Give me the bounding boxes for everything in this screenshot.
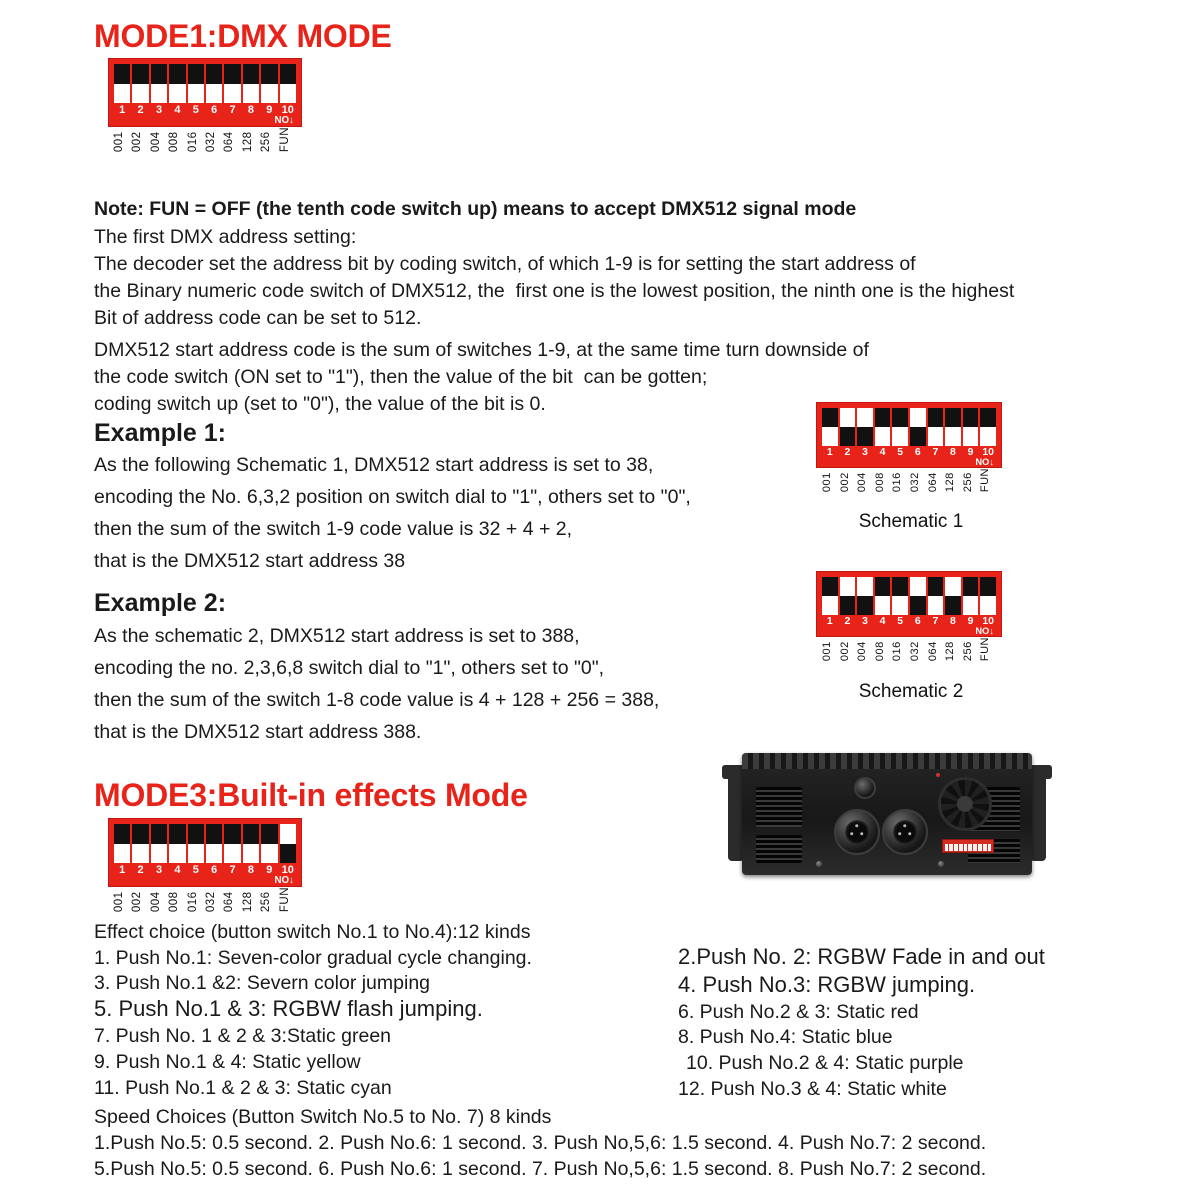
dip-cell-6[interactable] — [909, 407, 927, 447]
dip-knob[interactable] — [224, 64, 240, 84]
dip-value-label: 256 — [260, 891, 273, 913]
dip-value-label: 001 — [113, 891, 125, 913]
effect-left-0: 1. Push No.1: Seven-color gradual cycle changing. — [94, 947, 532, 969]
dip-cell-8[interactable] — [944, 576, 962, 616]
mode3-heading: MODE3:Built-in effects Mode — [94, 777, 528, 813]
dip-cell-3[interactable] — [150, 823, 168, 864]
dip-body — [816, 571, 1002, 637]
heatsink-fins — [742, 753, 1032, 769]
dip-knob[interactable] — [243, 824, 259, 844]
dip-value-label: 008 — [168, 891, 181, 913]
dip-number: 3 — [862, 446, 868, 458]
dip-value-label: FUN — [278, 127, 291, 153]
dip-value-label: 002 — [838, 641, 851, 662]
dip-number: 4 — [174, 104, 181, 117]
example2-heading-text: Example 2 — [94, 589, 218, 617]
xlr-female-insert — [893, 820, 917, 844]
dip-cell-7[interactable] — [223, 63, 241, 104]
dip-cells — [821, 576, 997, 616]
effect-right-3: 8. Push No.4: Static blue — [678, 1026, 893, 1048]
schematic2-caption: Schematic 2 — [858, 681, 964, 702]
dip-knob[interactable] — [132, 64, 148, 84]
example1-line-1: encoding the No. 6,3,2 position on switch dial to "1", others set to "0", — [94, 486, 691, 508]
mode1-heading: MODE1:DMX MODE — [94, 18, 392, 54]
dip-cell-1[interactable] — [113, 823, 131, 864]
effect-right-5: 12. Push No.3 & 4: Static white — [678, 1078, 947, 1100]
dip-value-label: 004 — [149, 891, 162, 913]
dip-cell-6[interactable] — [205, 63, 223, 104]
dip-number: 3 — [862, 615, 868, 627]
dip-cell-7[interactable] — [223, 823, 241, 864]
dip-value-labels — [816, 637, 1002, 661]
dip-on-label: NO↓ — [975, 626, 994, 637]
effect-right-1: 4. Push No.3: RGBW jumping. — [678, 972, 976, 997]
dip-cell-2[interactable] — [839, 576, 857, 616]
dip-number: 8 — [950, 615, 956, 627]
mode1-line-2: the Binary numeric code switch of DMX512, the first one is the lowest position, the ninth one is the highest — [94, 280, 1015, 302]
dip-on-label: NO↓ — [274, 875, 294, 887]
dip-knob[interactable] — [206, 824, 222, 844]
xlr-connector-male — [834, 809, 880, 855]
xlr-male-insert — [845, 820, 869, 844]
dip-cell-9[interactable] — [260, 823, 278, 864]
dip-cell-3[interactable] — [856, 407, 874, 447]
dip-number: 6 — [914, 446, 921, 458]
dip-number: 4 — [174, 864, 181, 877]
dip-cell-2[interactable] — [839, 407, 857, 447]
dip-cell-8[interactable] — [944, 407, 962, 447]
dip-number: 9 — [266, 864, 273, 877]
dip-knob[interactable] — [188, 824, 204, 844]
dip-value-label: 064 — [926, 641, 939, 662]
dip-value-label: 128 — [241, 131, 254, 153]
dip-cell-8[interactable] — [242, 63, 260, 104]
example1-line-2: then the sum of the switch 1-9 code value is 32 + 4 + 2, — [94, 518, 573, 540]
dip-value-label: 002 — [838, 472, 851, 493]
example2-heading-suffix: : — [217, 589, 227, 617]
dip-cell-1[interactable] — [821, 407, 839, 447]
dip-value-label: 002 — [131, 891, 144, 913]
dip-knob[interactable] — [945, 596, 961, 615]
dip-cell-10[interactable] — [279, 823, 297, 864]
mode1-line-0: The first DMX address setting: — [94, 226, 357, 248]
dip-number: 4 — [879, 615, 886, 627]
dip-cell-8[interactable] — [242, 823, 260, 864]
effect-right-0: 2.Push No. 2: RGBW Fade in and out — [678, 944, 1045, 969]
dip-cell-5[interactable] — [891, 407, 909, 447]
dip-value-label: 008 — [873, 641, 886, 662]
effect-right-2: 6. Push No.2 & 3: Static red — [678, 1001, 919, 1023]
dip-value-label: 128 — [944, 641, 957, 662]
dip-cell-1[interactable] — [113, 63, 131, 104]
dip-value-label: 008 — [168, 131, 181, 153]
dip-knob[interactable] — [132, 824, 148, 844]
dip-on-label: NO↓ — [975, 457, 994, 468]
dip-knob[interactable] — [892, 408, 908, 427]
effect-left-3: 7. Push No. 1 & 2 & 3:Static green — [94, 1025, 392, 1047]
dip-number: 9 — [967, 615, 974, 627]
dip-switch-mode3 — [108, 818, 302, 912]
dip-value-label: FUN — [979, 468, 992, 493]
effect-right-4: 10. Push No.2 & 4: Static purple — [686, 1052, 964, 1074]
dip-number: 7 — [932, 615, 939, 627]
effect-choice-intro: Effect choice (button switch No.1 to No.4):12 kinds — [94, 921, 531, 943]
dip-cell-5[interactable] — [891, 576, 909, 616]
dip-knob[interactable] — [224, 824, 240, 844]
dip-knob[interactable] — [875, 408, 891, 427]
effect-left-5: 11. Push No.1 & 2 & 3: Static cyan — [94, 1077, 392, 1099]
dip-value-label: 016 — [891, 472, 904, 493]
dip-cell-10[interactable] — [979, 576, 997, 616]
dip-number: 2 — [137, 104, 144, 117]
dip-cell-3[interactable] — [150, 63, 168, 104]
mode1-note: Note: FUN = OFF (the tenth code switch up) means to accept DMX512 signal mode — [94, 198, 857, 220]
dip-value-label: 016 — [186, 891, 199, 913]
dip-cell-5[interactable] — [187, 63, 205, 104]
dip-cell-10[interactable] — [279, 63, 297, 104]
dip-cell-6[interactable] — [909, 576, 927, 616]
dip-number: 1 — [826, 446, 833, 458]
dip-cell-9[interactable] — [260, 63, 278, 104]
dip-knob[interactable] — [980, 408, 996, 427]
dip-knob[interactable] — [169, 64, 185, 84]
dip-knob[interactable] — [928, 577, 944, 596]
dip-number: 9 — [967, 446, 974, 458]
dip-value-label: 032 — [908, 472, 921, 493]
dip-number: 7 — [229, 864, 236, 877]
dip-value-label: 064 — [223, 891, 236, 913]
dip-value-label: 016 — [186, 131, 199, 153]
dip-knob[interactable] — [910, 427, 926, 446]
dip-number: 5 — [192, 864, 199, 877]
dip-value-label: 256 — [961, 641, 974, 662]
dip-switch-mode1 — [108, 58, 302, 152]
dip-value-label: 032 — [204, 891, 217, 913]
dip-knob[interactable] — [840, 596, 856, 615]
dip-switch-schematic2 — [816, 571, 1002, 662]
dip-cell-2[interactable] — [131, 63, 149, 104]
dip-number: 10 — [982, 446, 994, 458]
dip-knob[interactable] — [945, 408, 961, 427]
example2-heading — [94, 589, 226, 618]
dip-cell-3[interactable] — [856, 576, 874, 616]
xlr-connector-female — [882, 809, 928, 855]
dip-body — [816, 402, 1002, 468]
dip-cell-4[interactable] — [168, 63, 186, 104]
dip-value-label: 016 — [891, 641, 904, 662]
dip-number: 2 — [844, 446, 851, 458]
dip-number: 5 — [897, 446, 904, 458]
dip-cell-4[interactable] — [874, 576, 892, 616]
example2-line-3: that is the DMX512 start address 388. — [94, 721, 422, 743]
dip-cell-9[interactable] — [962, 407, 980, 447]
decoder-chassis — [742, 753, 1032, 875]
dip-body — [108, 818, 302, 887]
dip-value-label: 128 — [241, 891, 254, 913]
dip-body — [108, 58, 302, 127]
dip-numbers — [821, 447, 997, 458]
dip-knob[interactable] — [206, 64, 222, 84]
dip-value-label: 064 — [223, 131, 236, 153]
side-panel-right — [1030, 775, 1046, 861]
fan-hub — [957, 796, 973, 812]
dip-number: 10 — [281, 104, 294, 117]
dip-number: 8 — [950, 446, 956, 458]
dip-knob[interactable] — [114, 64, 130, 84]
dip-number: 3 — [155, 104, 163, 117]
mode1-line-5: the code switch (ON set to "1"), then the value of the bit can be gotten; — [94, 366, 708, 388]
dip-knob[interactable] — [910, 596, 926, 615]
dip-cell-2[interactable] — [131, 823, 149, 864]
dmx-decoder-photo — [722, 735, 1052, 895]
dip-knob[interactable] — [963, 408, 979, 427]
dip-value-label: 001 — [821, 472, 833, 493]
dip-knob[interactable] — [280, 64, 296, 84]
dip-number: 1 — [826, 615, 833, 627]
dip-number: 5 — [897, 615, 904, 627]
dip-number: 4 — [879, 446, 886, 458]
dip-cell-4[interactable] — [168, 823, 186, 864]
dip-value-label: 004 — [149, 131, 162, 153]
xlr-pin — [898, 832, 901, 835]
power-led — [936, 773, 940, 777]
dip-cell-7[interactable] — [927, 407, 945, 447]
dip-value-label: 001 — [113, 131, 125, 153]
onboard-dip-switch — [942, 839, 994, 853]
chassis-screw — [816, 861, 822, 867]
dip-knob[interactable] — [875, 577, 891, 596]
mode1-line-4: DMX512 start address code is the sum of switches 1-9, at the same time turn downside of — [94, 339, 869, 361]
dip-value-label: 032 — [908, 641, 921, 662]
dip-value-labels — [108, 127, 302, 152]
dip-number: 10 — [982, 615, 994, 627]
dip-number: 9 — [266, 104, 273, 117]
xlr-pin — [908, 832, 911, 835]
dip-value-labels — [816, 468, 1002, 492]
speed-choice-intro: Speed Choices (Button Switch No.5 to No. 7) 8 kinds — [94, 1106, 552, 1128]
dip-number: 8 — [247, 864, 254, 877]
dip-number: 1 — [119, 104, 126, 117]
dip-knob[interactable] — [151, 824, 167, 844]
dip-value-label: 256 — [961, 472, 974, 493]
dip-cell-1[interactable] — [821, 576, 839, 616]
mode1-line-3: Bit of address code can be set to 512. — [94, 307, 422, 329]
dip-value-label: 032 — [204, 131, 217, 153]
dip-number: 6 — [211, 864, 218, 877]
dip-number: 6 — [211, 104, 218, 117]
dip-knob[interactable] — [114, 824, 130, 844]
cooling-fan — [938, 777, 992, 831]
dip-number: 6 — [914, 615, 921, 627]
dip-number: 2 — [137, 864, 144, 877]
vent-left — [756, 787, 802, 827]
xlr-pin — [850, 832, 853, 835]
dip-knob[interactable] — [243, 64, 259, 84]
dip-value-label: 256 — [260, 131, 273, 153]
example1-line-0: As the following Schematic 1, DMX512 start address is set to 38, — [94, 454, 654, 476]
dip-number: 7 — [229, 104, 236, 117]
dip-number: 8 — [247, 104, 254, 117]
dip-cells — [113, 823, 297, 864]
dip-knob[interactable] — [822, 577, 838, 596]
example2-line-0: As the schematic 2, DMX512 start address is set to 388, — [94, 625, 580, 647]
dip-value-label: 008 — [873, 472, 886, 493]
mode1-line-6: coding switch up (set to "0"), the value of the bit is 0. — [94, 393, 546, 415]
speed-line-0: 1.Push No.5: 0.5 second. 2. Push No.6: 1 second. 3. Push No,5,6: 1.5 second. 4. Push No.7: 2 second. — [94, 1132, 987, 1154]
dip-number: 1 — [119, 864, 126, 877]
chassis-screw — [938, 861, 944, 867]
dip-knob[interactable] — [928, 408, 944, 427]
dip-number: 3 — [155, 864, 163, 877]
dip-knob[interactable] — [857, 596, 873, 615]
schematic1-caption: Schematic 1 — [858, 511, 964, 532]
mode1-line-1: The decoder set the address bit by coding switch, of which 1-9 is for setting the start address of — [94, 253, 916, 275]
dip-value-label: FUN — [979, 637, 992, 662]
dip-number: 10 — [281, 864, 294, 877]
dip-cells — [821, 407, 997, 447]
xlr-pin — [855, 824, 858, 827]
example2-line-1: encoding the no. 2,3,6,8 switch dial to "1", others set to "0", — [94, 657, 605, 679]
example2-line-2: then the sum of the switch 1-8 code value is 4 + 128 + 256 = 388, — [94, 689, 660, 711]
dip-knob[interactable] — [857, 427, 873, 446]
status-port — [854, 777, 876, 799]
dip-knob[interactable] — [892, 577, 908, 596]
dip-cell-6[interactable] — [205, 823, 223, 864]
dip-value-label: 001 — [821, 641, 833, 662]
vent-left-lower — [756, 835, 802, 863]
dip-cells — [113, 63, 297, 104]
dip-value-label: 002 — [131, 131, 144, 153]
dip-cell-9[interactable] — [962, 576, 980, 616]
dip-value-label: 004 — [856, 472, 869, 493]
dip-value-label: FUN — [278, 887, 291, 913]
dip-cell-10[interactable] — [979, 407, 997, 447]
dip-on-label: NO↓ — [274, 115, 294, 127]
dip-value-label: 128 — [944, 472, 957, 493]
dip-cell-5[interactable] — [187, 823, 205, 864]
dip-cell-7[interactable] — [927, 576, 945, 616]
dip-value-label: 064 — [926, 472, 939, 493]
dip-number: 5 — [192, 104, 199, 117]
dip-knob[interactable] — [280, 844, 296, 864]
dip-switch-schematic1 — [816, 402, 1002, 493]
dip-knob[interactable] — [840, 427, 856, 446]
dip-knob[interactable] — [822, 408, 838, 427]
dip-numbers — [113, 864, 297, 876]
dip-numbers — [821, 616, 997, 627]
dip-knob[interactable] — [261, 64, 277, 84]
example1-heading: Example 1: — [94, 419, 227, 447]
dip-number: 2 — [844, 615, 851, 627]
dip-knob[interactable] — [980, 577, 996, 596]
dip-knob[interactable] — [169, 824, 185, 844]
dip-value-label: 004 — [856, 641, 869, 662]
dip-cell-4[interactable] — [874, 407, 892, 447]
dip-knob[interactable] — [261, 824, 277, 844]
effect-left-2: 5. Push No.1 & 3: RGBW flash jumping. — [94, 996, 483, 1021]
dip-knob[interactable] — [963, 577, 979, 596]
xlr-pin — [860, 832, 863, 835]
dip-knob[interactable] — [151, 64, 167, 84]
effect-left-4: 9. Push No.1 & 4: Static yellow — [94, 1051, 361, 1073]
dip-value-labels — [108, 887, 302, 912]
speed-line-1: 5.Push No.5: 0.5 second. 6. Push No.6: 1 second. 7. Push No,5,6: 1.5 second. 8. Push No.7: 2 second. — [94, 1158, 987, 1180]
dip-knob[interactable] — [188, 64, 204, 84]
xlr-pin — [903, 824, 906, 827]
dip-number: 7 — [932, 446, 939, 458]
dip-numbers — [113, 104, 297, 116]
effect-left-1: 3. Push No.1 &2: Severn color jumping — [94, 972, 431, 994]
example1-line-3: that is the DMX512 start address 38 — [94, 550, 406, 572]
